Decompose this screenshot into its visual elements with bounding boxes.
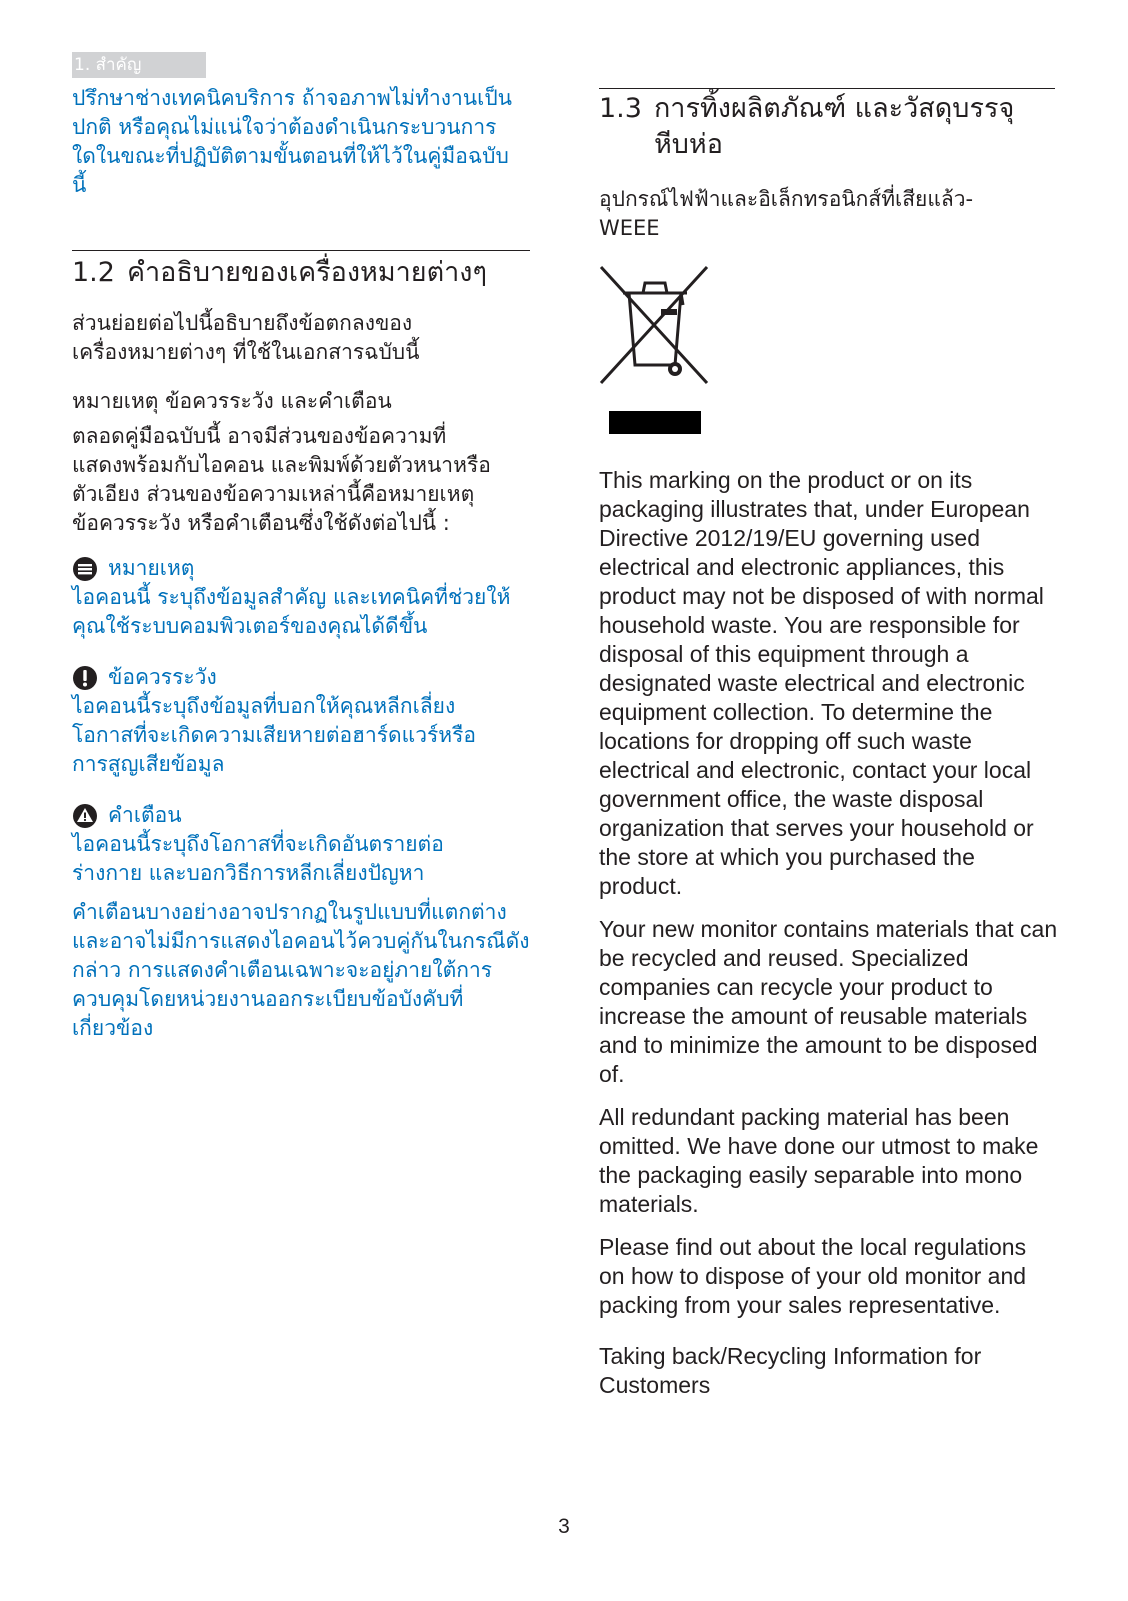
caution-icon (72, 665, 98, 691)
warning-heading (72, 801, 532, 830)
recycle-paragraph: Your new monitor contains materials that can be recycled and reused. Specialized companies can recycle your product to increase the amount of reusable materials and to minimize the amount to be disposed of. (599, 916, 1058, 1087)
warning-icon (72, 803, 98, 829)
section-title: คำอธิบายของเครื่องหมายต่างๆ (126, 257, 487, 288)
warning-text: ไอคอนนี้ระบุถึงโอกาสที่จะเกิดอันตรายต่อร่างกาย และบอกวิธีการหลีกเลี่ยงปัญหา (72, 832, 444, 885)
section-heading (599, 91, 1067, 163)
weee-heading (599, 185, 1067, 243)
warning-label: คำเตือน (108, 803, 182, 827)
note-label: หมายเหตุ (108, 556, 195, 580)
take-back-paragraph: Taking back/Recycling Information for Customers (599, 1343, 982, 1398)
regulations-paragraph: Please find out about the local regulations on how to dispose of your old monitor and packing from your sales representative. (599, 1234, 1027, 1318)
weee-heading-text: อุปกรณ์ไฟฟ้าและอิเล็กทรอนิกส์ที่เสียแล้ว- (599, 187, 974, 211)
section-number: 1.3 (599, 93, 642, 124)
section-title: การทิ้งผลิตภัณฑ์ และวัสดุบรรจุหีบห่อ (653, 93, 1015, 160)
subheading-text: ตลอดคู่มือฉบับนี้ อาจมีส่วนของข้อความที่แสดงพร้อมกับไอคอน และพิมพ์ด้วยตัวหนาหรือตัวเอียง ส่วนของข้อความเหล่านี้คือหมายเหตุ ข้อควรระวัง หรือคำเตือนซึ่งใช้ดังต่อไปนี้ : (72, 424, 491, 535)
note-heading (72, 554, 532, 583)
caution-text: ไอคอนนี้ระบุถึงข้อมูลที่บอกให้คุณหลีกเลี่ยงโอกาสที่จะเกิดความเสียหายต่อฮาร์ดแวร์หรือการสูญเสียข้อมูล (72, 694, 477, 776)
caution-label: ข้อควรระวัง (108, 665, 217, 689)
crossed-out-wheelie-bin-icon (599, 265, 711, 385)
chapter-tab: 1. สำคัญ (72, 52, 206, 78)
page-number: 3 (558, 1515, 570, 1538)
subheading: หมายเหตุ ข้อควรระวัง และคำเตือน (72, 389, 392, 413)
note-icon (72, 556, 98, 582)
left-column (72, 84, 532, 1043)
weee-bar (609, 411, 701, 434)
section-number: 1.2 (72, 257, 115, 288)
weee-suffix: WEEE (599, 216, 660, 240)
weee-symbol (599, 265, 711, 434)
caution-heading (72, 663, 532, 692)
closing-text: คำเตือนบางอย่างอาจปรากฏในรูปแบบที่แตกต่าง และอาจไม่มีการแสดงไอคอนไว้ควบคู่กันในกรณีดังกล่าว การแสดงคำเตือนเฉพาะจะอยู่ภายใต้การควบคุมโดยหน่วยงานออกระเบียบข้อบังคับที่เกี่ยวข้อง (72, 900, 530, 1040)
section-divider (72, 250, 530, 251)
note-text: ไอคอนนี้ ระบุถึงข้อมูลสำคัญ และเทคนิคที่ช่วยให้คุณใช้ระบบคอมพิวเตอร์ของคุณได้ดีขึ้น (72, 585, 511, 638)
intro-text: ปรึกษาช่างเทคนิคบริการ ถ้าจอภาพไม่ทำงานเป็นปกติ หรือคุณไม่แน่ใจว่าต้องดำเนินกระบวนการใดในขณะที่ปฏิบัติตามขั้นตอนที่ให้ไว้ในคู่มือฉบับนี้ (72, 86, 513, 197)
packaging-paragraph: All redundant packing material has been omitted. We have done our utmost to make the packaging easily separable into mono materials. (599, 1104, 1039, 1217)
right-column (599, 88, 1067, 1400)
section-divider (599, 88, 1055, 89)
weee-paragraph: This marking on the product or on its packaging illustrates that, under European Directive 2012/19/EU governing used electrical and electronic appliances, this product may not be disposed of with normal household waste. You are responsible for disposal of this equipment through a designated waste electrical and electronic equipment collection. To determine the locations for dropping off such waste electrical and electronic, contact your local government office, the waste disposal organization that serves your household or the store at which you purchased the product. (599, 467, 1044, 899)
section-heading (72, 255, 532, 291)
section-intro: ส่วนย่อยต่อไปนี้อธิบายถึงข้อตกลงของเครื่องหมายต่างๆ ที่ใช้ในเอกสารฉบับนี้ (72, 311, 420, 364)
